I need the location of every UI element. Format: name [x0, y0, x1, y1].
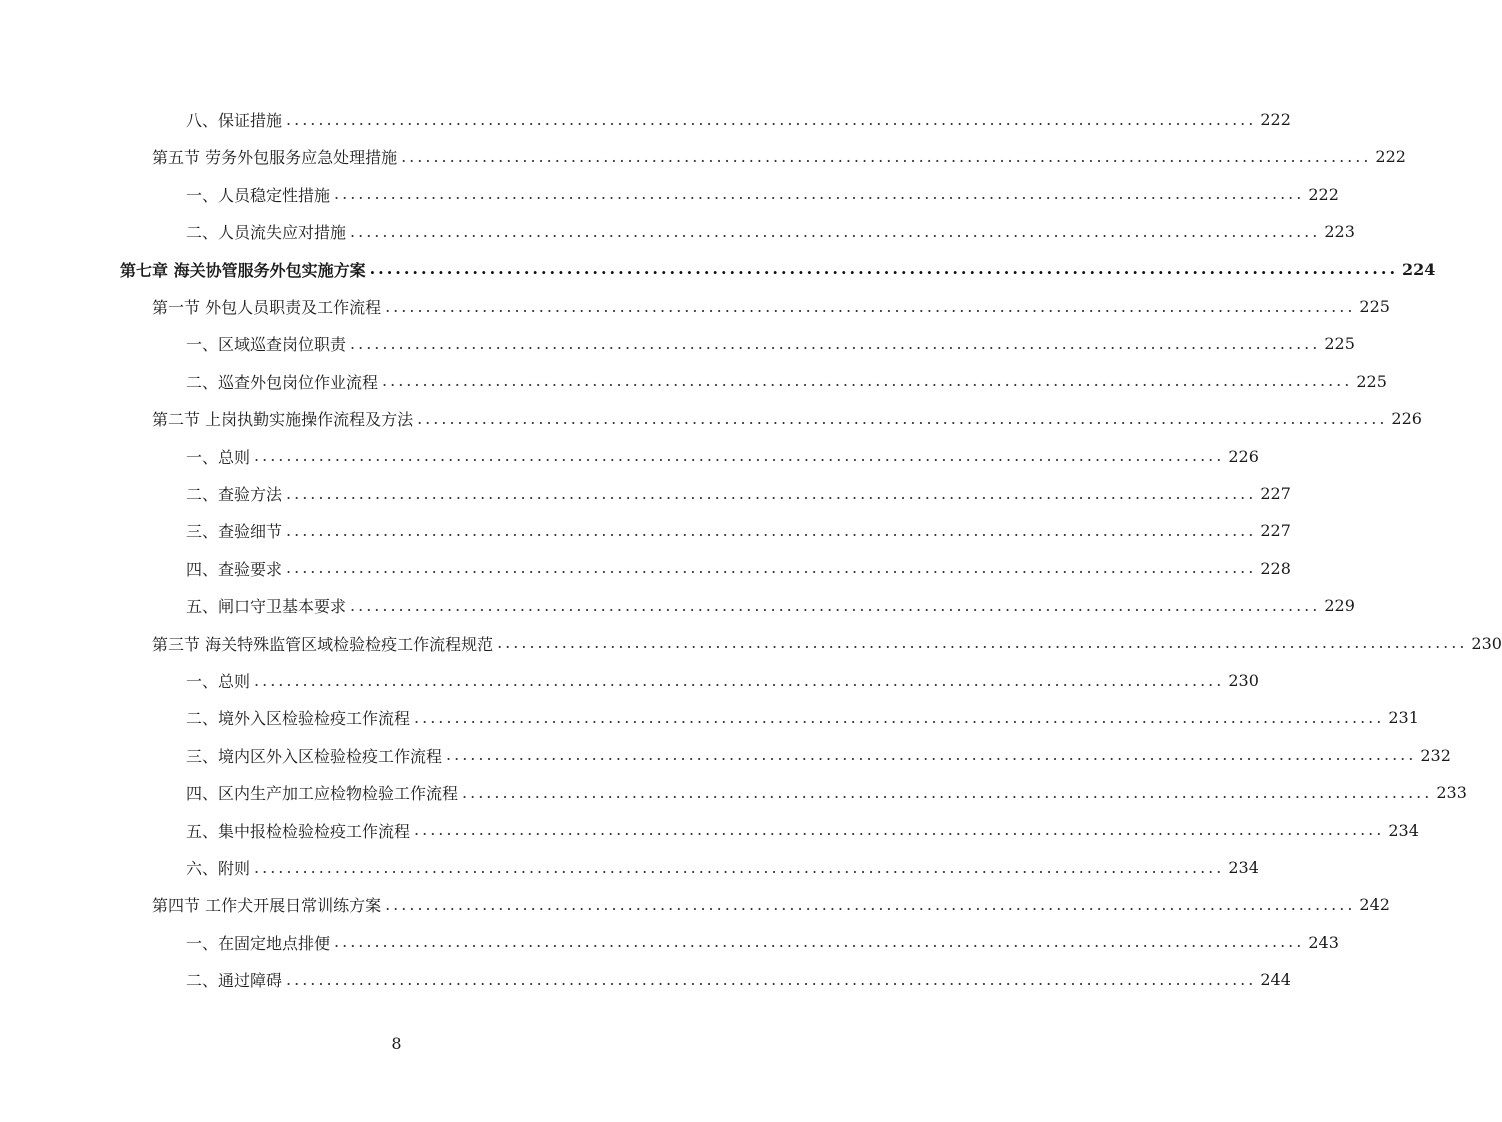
- toc-subsection-entry[interactable]: [186, 475, 1291, 512]
- toc-subsection-entry[interactable]: [186, 849, 1259, 886]
- dot-leader: ........................................................................................................................: [369, 259, 1399, 279]
- dot-leader: ........................................................................................................................: [254, 446, 1225, 466]
- toc-entry-title: 八、保证措施: [186, 111, 283, 130]
- toc-entry-title: 一、在固定地点排便: [186, 933, 331, 953]
- toc-entry-page: 222: [1260, 110, 1291, 129]
- dot-leader: ........................................................................................................................: [286, 558, 1257, 578]
- dot-leader: ........................................................................................................................: [286, 969, 1257, 989]
- toc-entry-page: 228: [1260, 558, 1291, 578]
- toc-subsection-entry[interactable]: [186, 101, 1291, 138]
- toc-entry-page: 243: [1308, 932, 1339, 952]
- toc-entry-title: 五、集中报检检验检疫工作流程: [186, 821, 411, 841]
- toc-subsection-entry[interactable]: [186, 737, 1451, 774]
- toc-entry-title: 三、查验细节: [186, 522, 283, 542]
- toc-subsection-entry[interactable]: [186, 699, 1419, 736]
- toc-subsection-entry[interactable]: [186, 812, 1419, 849]
- dot-leader: ........................................................................................................................: [334, 932, 1305, 952]
- toc-entry-title: 二、巡查外包岗位作业流程: [186, 372, 379, 392]
- dot-leader: ........................................................................................................................: [350, 333, 1321, 353]
- toc-section-entry[interactable]: [152, 400, 1422, 437]
- toc-entry-title: 四、区内生产加工应检物检验工作流程: [186, 784, 459, 804]
- toc-section-entry[interactable]: [152, 138, 1406, 175]
- toc-entry-page: 232: [1420, 745, 1451, 765]
- toc-section-entry[interactable]: [152, 288, 1390, 325]
- dot-leader: ........................................................................................................................: [446, 745, 1417, 765]
- toc-section-entry[interactable]: [152, 625, 1502, 662]
- toc-entry-page: 244: [1260, 970, 1291, 990]
- toc-subsection-entry[interactable]: [186, 512, 1291, 549]
- toc-subsection-entry[interactable]: [186, 774, 1467, 811]
- dot-leader: ........................................................................................................................: [414, 820, 1385, 840]
- dot-leader: ........................................................................................................................: [385, 894, 1356, 914]
- toc-entry-page: 225: [1359, 297, 1390, 316]
- toc-entry-title: 一、总则: [186, 447, 251, 467]
- dot-leader: ........................................................................................................................: [286, 109, 1257, 129]
- dot-leader: ........................................................................................................................: [350, 221, 1321, 241]
- toc-subsection-entry[interactable]: [186, 550, 1291, 587]
- toc-entry-title: 第四节 工作犬开展日常训练方案: [152, 896, 382, 916]
- toc-chapter-entry[interactable]: [120, 251, 1436, 288]
- dot-leader: ........................................................................................................................: [417, 408, 1388, 428]
- toc-entry-page: 222: [1375, 147, 1406, 167]
- toc-entry-page: 227: [1260, 484, 1291, 503]
- toc-entry-title: 二、境外入区检验检疫工作流程: [186, 709, 411, 729]
- toc-subsection-entry[interactable]: [186, 325, 1355, 362]
- toc-entry-title: 一、总则: [186, 672, 251, 691]
- toc-entry-page: 226: [1228, 446, 1259, 466]
- toc-entry-title: 五、闸口守卫基本要求: [186, 597, 347, 617]
- toc-entry-page: 230: [1228, 671, 1259, 690]
- toc-entry-page: 222: [1308, 184, 1339, 204]
- toc-entry-page: 231: [1388, 708, 1419, 728]
- toc-entry-title: 第三节 海关特殊监管区域检验检疫工作流程规范: [152, 634, 494, 654]
- toc-subsection-entry[interactable]: [186, 363, 1387, 400]
- toc-subsection-entry[interactable]: [186, 924, 1339, 961]
- toc-subsection-entry[interactable]: [186, 213, 1355, 250]
- toc-entry-title: 第五节 劳务外包服务应急处理措施: [152, 148, 398, 168]
- toc-entry-page: 233: [1436, 783, 1467, 803]
- toc-subsection-entry[interactable]: [186, 587, 1355, 624]
- toc-entry-title: 四、查验要求: [186, 559, 283, 579]
- toc-entry-title: 一、区域巡查岗位职责: [186, 335, 347, 355]
- toc-entry-page: 229: [1324, 596, 1355, 616]
- dot-leader: ........................................................................................................................: [385, 296, 1356, 316]
- toc-entry-title: 二、人员流失应对措施: [186, 223, 347, 243]
- toc-entry-page: 223: [1324, 222, 1355, 242]
- toc-entry-title: 第一节 外包人员职责及工作流程: [152, 298, 382, 317]
- toc-subsection-entry[interactable]: [186, 176, 1339, 213]
- toc-entry-page: 225: [1324, 334, 1355, 354]
- toc-entry-page: 234: [1388, 820, 1419, 840]
- toc-entry-page: 234: [1228, 858, 1259, 877]
- toc-entry-page: 224: [1402, 259, 1436, 279]
- toc-entry-title: 一、人员稳定性措施: [186, 185, 331, 205]
- toc-entry-page: 242: [1359, 895, 1390, 915]
- dot-leader: ........................................................................................................................: [414, 707, 1385, 727]
- dot-leader: ........................................................................................................................: [286, 520, 1257, 540]
- dot-leader: ........................................................................................................................: [254, 670, 1225, 690]
- dot-leader: ........................................................................................................................: [382, 371, 1353, 391]
- toc-section-entry[interactable]: [152, 886, 1390, 923]
- toc-entry-title: 二、查验方法: [186, 485, 283, 504]
- toc-entry-title: 二、通过障碍: [186, 971, 283, 991]
- toc-entry-title: 第二节 上岗执勤实施操作流程及方法: [152, 410, 414, 430]
- dot-leader: ........................................................................................................................: [286, 483, 1257, 503]
- dot-leader: ........................................................................................................................: [334, 184, 1305, 204]
- toc-entry-title: 三、境内区外入区检验检疫工作流程: [186, 746, 443, 766]
- toc-subsection-entry[interactable]: [186, 662, 1259, 699]
- toc-subsection-entry[interactable]: [186, 438, 1259, 475]
- page-number: 8: [391, 1034, 402, 1053]
- toc-entry-title: 第七章 海关协管服务外包实施方案: [120, 260, 366, 280]
- dot-leader: ........................................................................................................................: [350, 595, 1321, 615]
- toc-entry-page: 226: [1391, 409, 1422, 429]
- dot-leader: ........................................................................................................................: [497, 633, 1468, 653]
- toc-subsection-entry[interactable]: [186, 961, 1291, 998]
- toc-entry-page: 227: [1260, 521, 1291, 541]
- toc-entry-title: 六、附则: [186, 859, 251, 878]
- dot-leader: ........................................................................................................................: [401, 146, 1372, 166]
- dot-leader: ........................................................................................................................: [462, 782, 1433, 802]
- dot-leader: ........................................................................................................................: [254, 857, 1225, 877]
- toc-entry-page: 225: [1356, 371, 1387, 391]
- toc-entry-page: 230: [1471, 633, 1502, 653]
